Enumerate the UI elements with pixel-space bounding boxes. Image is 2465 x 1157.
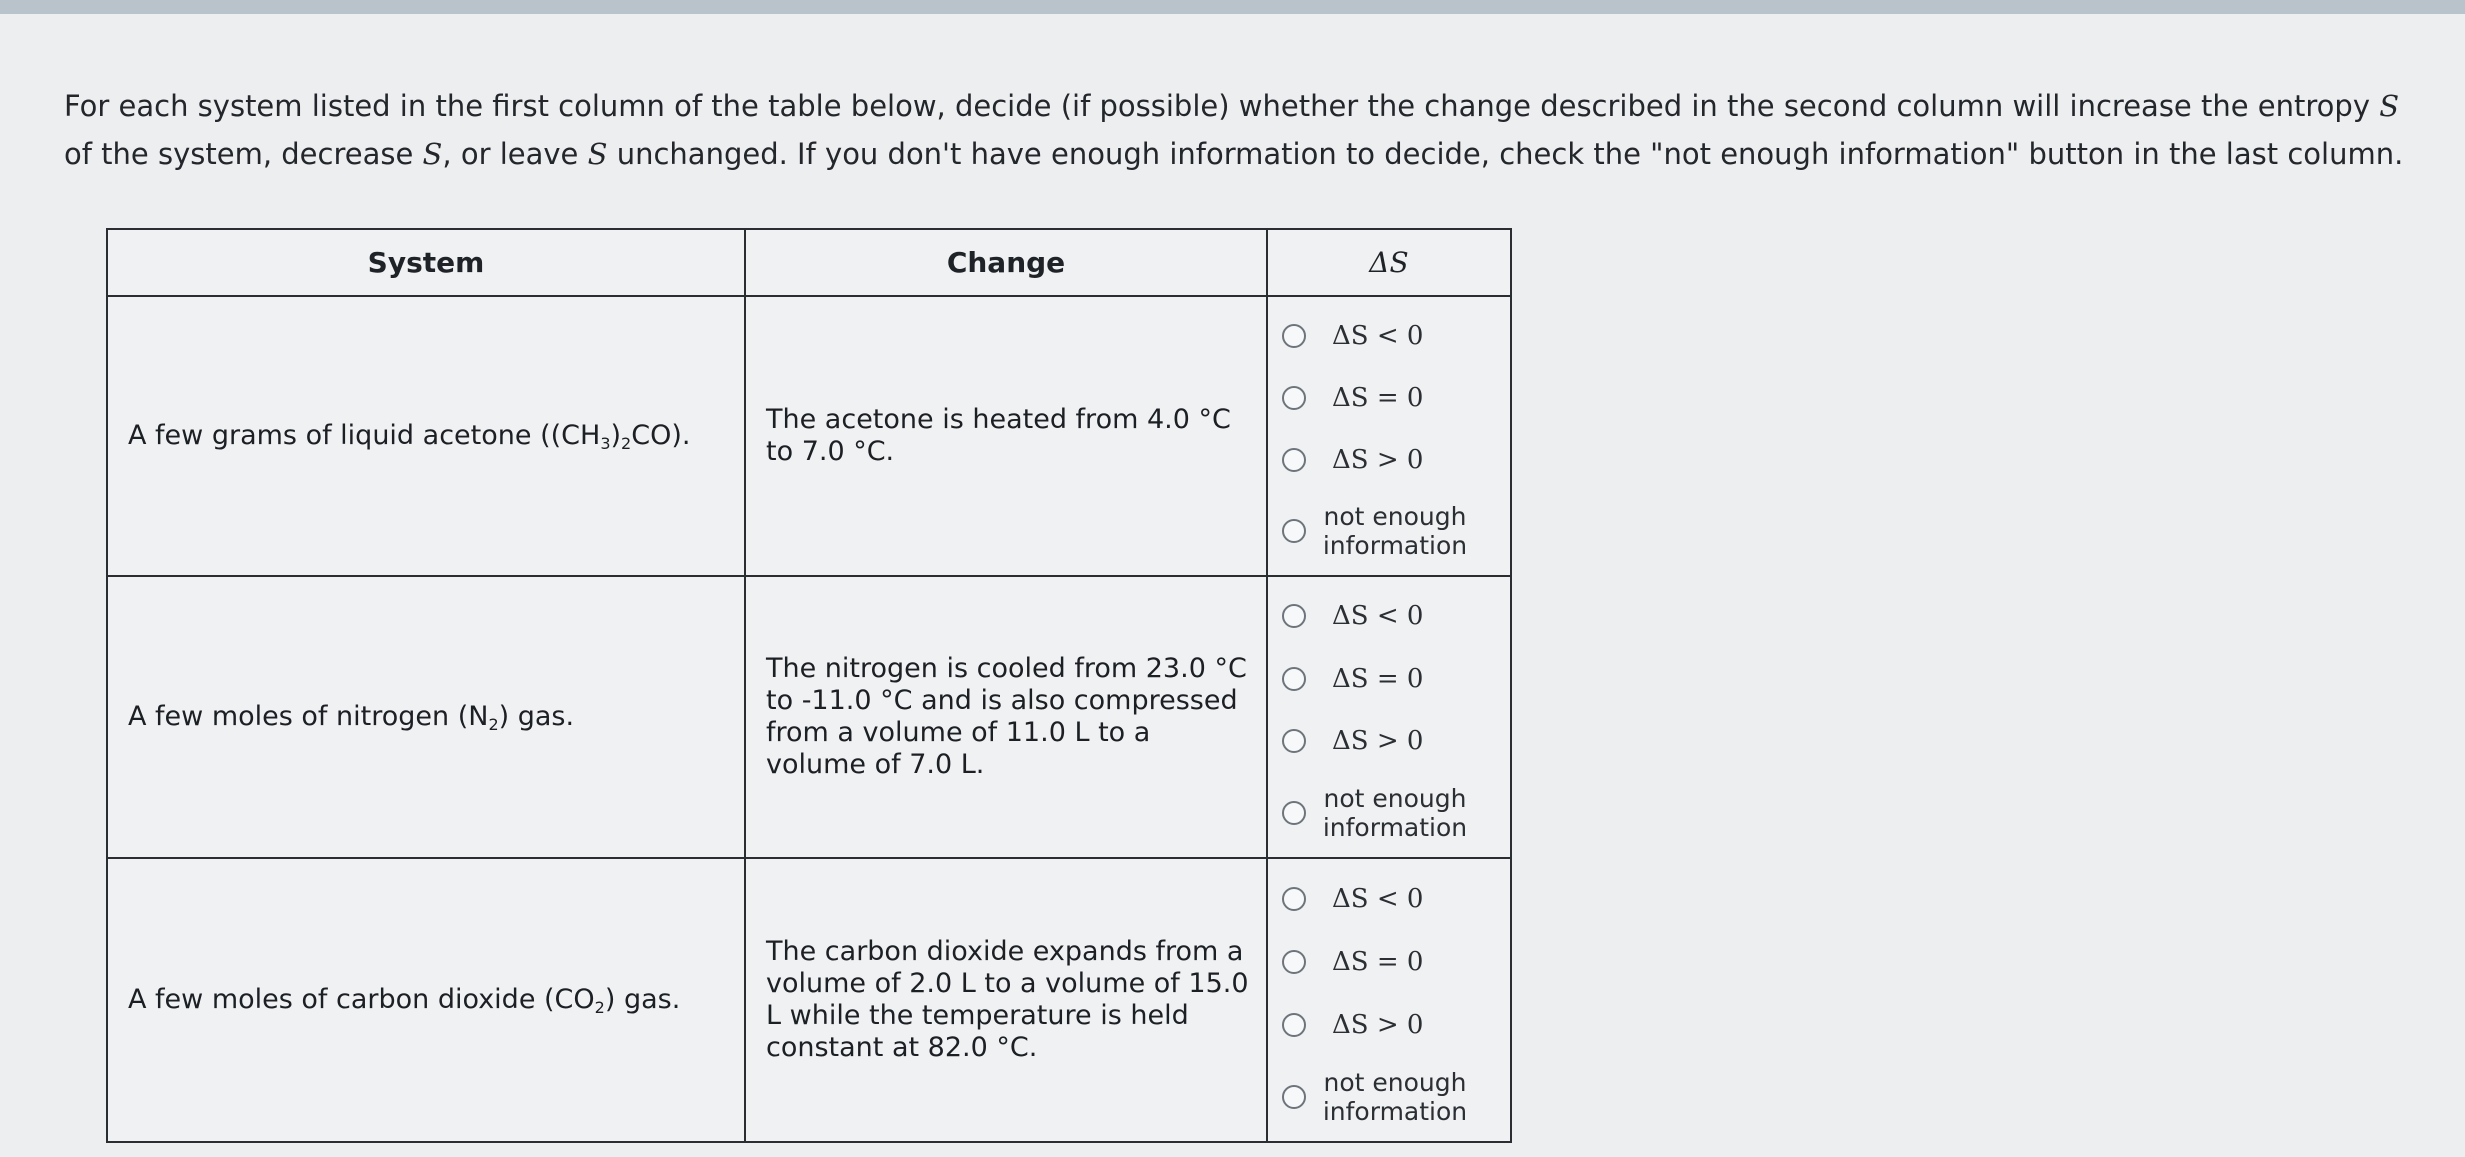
- delta-s-options: [1267, 858, 1511, 1142]
- option-delta-s-zero[interactable]: ΔS = 0: [1282, 942, 1510, 982]
- header-delta-s: ΔS: [1267, 229, 1511, 296]
- radio-button[interactable]: [1282, 1013, 1306, 1037]
- instructions: [64, 82, 2424, 178]
- system-cell: A few grams of liquid acetone $((CH_3)_2CO)$.: [107, 296, 745, 576]
- radio-button[interactable]: [1282, 519, 1306, 543]
- table-row: [107, 858, 1511, 1142]
- option-delta-s-positive[interactable]: ΔS > 0: [1282, 721, 1510, 761]
- option-delta-s-negative[interactable]: ΔS < 0: [1282, 879, 1510, 919]
- option-delta-s-zero[interactable]: ΔS = 0: [1282, 659, 1510, 699]
- instructions-line-2: of the system, decrease S, or leave S unchanged. If you don't have enough information to decide, check the "not enough information" button in the last column.: [64, 137, 2404, 171]
- system-cell: A few moles of nitrogen $(N_2)$ gas.: [107, 576, 745, 858]
- top-strip: [0, 0, 2465, 14]
- header-change: Change: [745, 229, 1267, 296]
- radio-button[interactable]: [1282, 887, 1306, 911]
- radio-group: [1268, 577, 1510, 857]
- option-not-enough-info[interactable]: not enough information: [1282, 502, 1510, 560]
- table-row: [107, 576, 1511, 858]
- radio-button[interactable]: [1282, 801, 1306, 825]
- table-header-row: [107, 229, 1511, 296]
- option-delta-s-negative[interactable]: ΔS < 0: [1282, 596, 1510, 636]
- radio-button[interactable]: [1282, 1085, 1306, 1109]
- radio-button[interactable]: [1282, 667, 1306, 691]
- change-cell: The nitrogen is cooled from 23.0 °C to -11.0 °C and is also compressed from a volume of 11.0 L to a volume of 7.0 L.: [745, 576, 1267, 858]
- delta-s-options: [1267, 296, 1511, 576]
- radio-button[interactable]: [1282, 324, 1306, 348]
- change-cell: The acetone is heated from 4.0 °C to 7.0 °C.: [745, 296, 1267, 576]
- radio-button[interactable]: [1282, 950, 1306, 974]
- table-row: [107, 296, 1511, 576]
- radio-button[interactable]: [1282, 604, 1306, 628]
- option-delta-s-zero[interactable]: ΔS = 0: [1282, 378, 1510, 418]
- radio-button[interactable]: [1282, 386, 1306, 410]
- delta-s-options: [1267, 576, 1511, 858]
- radio-button[interactable]: [1282, 448, 1306, 472]
- option-delta-s-positive[interactable]: ΔS > 0: [1282, 1005, 1510, 1045]
- option-not-enough-info[interactable]: not enough information: [1282, 784, 1510, 842]
- system-cell: A few moles of carbon dioxide $(CO_2)$ gas.: [107, 858, 745, 1142]
- option-delta-s-positive[interactable]: ΔS > 0: [1282, 440, 1510, 480]
- option-delta-s-negative[interactable]: ΔS < 0: [1282, 316, 1510, 356]
- change-cell: The carbon dioxide expands from a volume of 2.0 L to a volume of 15.0 L while the temperature is held constant at 82.0 °C.: [745, 858, 1267, 1142]
- instructions-line-1: For each system listed in the first column of the table below, decide (if possible) whether the change described in the second column will increase the entropy S: [64, 89, 2400, 123]
- header-system: System: [107, 229, 745, 296]
- radio-button[interactable]: [1282, 729, 1306, 753]
- radio-group: [1268, 859, 1510, 1141]
- entropy-table: [106, 228, 1512, 1143]
- radio-group: [1268, 297, 1510, 575]
- option-not-enough-info[interactable]: not enough information: [1282, 1068, 1510, 1126]
